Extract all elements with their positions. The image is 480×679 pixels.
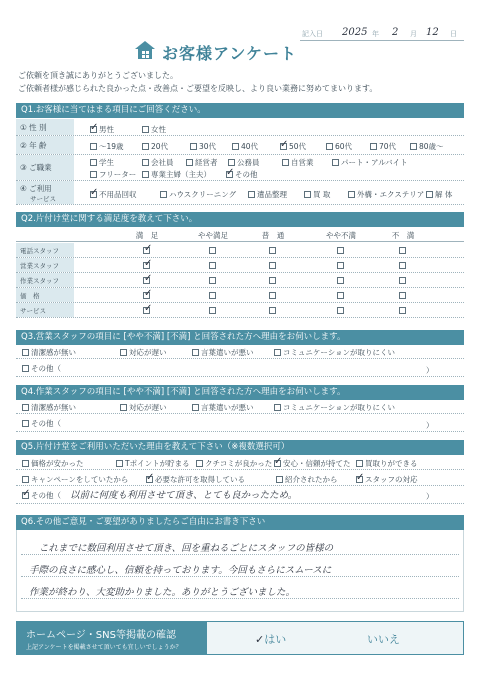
divider	[16, 413, 464, 414]
checkbox-option[interactable]	[410, 141, 444, 152]
option-label: 清潔感が無い	[31, 403, 76, 412]
checkbox-option[interactable]	[282, 157, 314, 168]
option-label: その他（	[31, 419, 61, 428]
check-mark-icon: ✓	[144, 288, 153, 299]
rating-checkbox[interactable]	[337, 307, 344, 314]
checkbox[interactable]	[332, 159, 339, 166]
sns-label: ホームページ・SNS等掲載の確認	[26, 630, 176, 641]
q1-row-label	[16, 119, 74, 135]
comment-line-1: これまでに数回利用させて頂き、回を重ねるごとにスタッフの皆様の	[39, 543, 334, 554]
q2-heading: Q2.片付け堂に関する満足度を教えて下さい。	[16, 212, 464, 227]
rating-checkbox[interactable]	[269, 307, 276, 314]
checkbox-option[interactable]	[160, 189, 236, 200]
comment-rule	[21, 554, 459, 555]
checkbox-option[interactable]	[274, 347, 395, 358]
checkbox[interactable]	[356, 472, 365, 483]
close-paren: ）	[426, 421, 434, 430]
checkbox-option[interactable]	[190, 141, 216, 152]
rating-checkbox[interactable]	[337, 292, 344, 299]
option-label: 言葉遣いが悪い	[201, 403, 254, 412]
option-label: 40代	[241, 142, 259, 151]
checkbox[interactable]	[426, 191, 433, 198]
q1-row	[16, 136, 464, 155]
checkbox-option[interactable]	[142, 124, 166, 135]
checkbox-option[interactable]	[186, 157, 218, 168]
sns-no-label: いいえ	[367, 633, 400, 646]
checkbox[interactable]	[142, 126, 149, 133]
divider	[16, 376, 464, 377]
checkbox-option[interactable]	[192, 347, 254, 358]
checkbox[interactable]	[248, 191, 255, 198]
check-mark-icon: ✓	[144, 243, 153, 254]
checkbox[interactable]	[274, 404, 281, 411]
q2-row	[16, 243, 464, 258]
label-text: 営業スタッフ	[20, 261, 59, 270]
page-title: お客様アンケート	[162, 44, 298, 63]
checkbox-option[interactable]	[90, 141, 124, 152]
option-label: 対応が遅い	[129, 403, 167, 412]
date-year: 2025	[342, 27, 368, 38]
q6-heading: Q6.その他ご意見・ご要望がありましたらご自由にお書き下さい	[16, 515, 464, 530]
option-label: 20代	[151, 142, 169, 151]
divider	[16, 469, 464, 470]
sns-label-block	[16, 621, 206, 655]
checkbox[interactable]	[232, 143, 239, 150]
q5-other-text: 以前に何度も利用させて頂き、とても良かったため。	[70, 490, 298, 501]
q1-row-label	[16, 155, 74, 180]
checkbox-option[interactable]	[90, 169, 136, 180]
label-text: ④ ご利用	[20, 183, 52, 193]
house-icon	[134, 40, 156, 60]
label-text: 価 格	[20, 291, 40, 300]
checkbox-option[interactable]	[356, 474, 418, 485]
checkbox-option[interactable]	[116, 458, 190, 469]
rating-checkbox[interactable]	[209, 262, 216, 269]
rating-checkbox[interactable]	[337, 277, 344, 284]
q5-heading: Q5.片付け堂をご利用いただいた理由を教えて下さい（※複数選択可）	[16, 440, 464, 455]
divider	[16, 485, 464, 486]
option-label: 自営業	[291, 158, 314, 167]
option-label: 経営者	[195, 158, 218, 167]
intro-line-2: ご依頼者様が感じられた良かった点・改善点・ご要望を反映し、より良い業務に努めてまいります。	[18, 84, 378, 93]
date-day: 12	[426, 27, 439, 38]
checkbox-option[interactable]	[22, 474, 128, 485]
date-month-unit: 月	[410, 30, 417, 38]
label-text: 作業スタッフ	[20, 276, 59, 285]
divider	[16, 431, 464, 432]
sns-answer-block	[206, 621, 464, 655]
option-label: 30代	[199, 142, 217, 151]
divider	[16, 503, 464, 504]
checkbox-option[interactable]	[142, 157, 174, 168]
checkbox-option[interactable]	[280, 141, 306, 152]
label-text: ② 年 齢	[20, 140, 47, 150]
checkbox[interactable]	[22, 349, 29, 356]
q2-column-header: 満 足	[135, 231, 159, 240]
date-month: 2	[392, 27, 399, 38]
checkbox-option[interactable]	[22, 347, 76, 358]
option-label: キャンペーンをしていたから	[31, 475, 129, 484]
checkbox[interactable]	[142, 171, 149, 178]
checkbox-option[interactable]	[226, 169, 258, 180]
option-label: パート・アルバイト	[341, 158, 408, 167]
checkbox[interactable]	[90, 171, 97, 178]
option-label: 60代	[335, 142, 353, 151]
rating-checkbox[interactable]	[143, 273, 153, 284]
option-label: 清潔感が無い	[31, 348, 76, 357]
checkbox-option[interactable]	[22, 418, 61, 429]
q2-row	[16, 273, 464, 288]
option-label: 紹介されたから	[285, 475, 338, 484]
rating-checkbox[interactable]	[399, 277, 406, 284]
sns-note: 上記アンケートを掲載させて頂いても宜しいでしょうか？	[26, 644, 182, 651]
rating-checkbox[interactable]	[399, 262, 406, 269]
comment-line-3: 作業が終わり、大変助かりました。ありがとうございました。	[29, 587, 296, 598]
date-field	[300, 28, 464, 41]
rating-checkbox[interactable]	[269, 277, 276, 284]
option-label: その他（	[31, 491, 61, 500]
checkbox[interactable]	[116, 460, 123, 467]
checkbox-option[interactable]	[22, 363, 61, 374]
q1-heading: Q1.お客様に当てはまる項目にご回答ください。	[16, 103, 464, 118]
checkbox-option[interactable]	[426, 189, 452, 200]
option-label: その他	[235, 170, 258, 179]
checkbox-option[interactable]	[370, 141, 396, 152]
check-mark-icon: ✓	[22, 488, 31, 499]
option-label: 70代	[379, 142, 397, 151]
checkbox[interactable]	[22, 460, 29, 467]
check-mark-icon: ✓	[144, 303, 153, 314]
label-text: ③ ご職業	[20, 163, 52, 172]
checkbox[interactable]	[120, 404, 127, 411]
checkbox[interactable]	[370, 143, 377, 150]
rating-checkbox[interactable]	[399, 292, 406, 299]
option-label: 男性	[99, 125, 114, 134]
checkbox-option[interactable]	[304, 189, 330, 200]
checkbox[interactable]	[192, 404, 199, 411]
rating-checkbox[interactable]	[209, 292, 216, 299]
q2-header-row	[16, 228, 464, 242]
checkbox[interactable]	[90, 187, 99, 198]
q4-heading: Q4.作業スタッフの項目に [やや不満] [不満] と回答された方へ理由をお伺いします。	[16, 385, 464, 400]
q2-row	[16, 258, 464, 273]
rating-checkbox[interactable]	[143, 258, 153, 269]
option-label: 不用品回収	[99, 190, 137, 199]
checkbox-option[interactable]	[120, 402, 167, 413]
option-label: スタッフの対応	[365, 475, 418, 484]
rating-checkbox[interactable]	[337, 262, 344, 269]
option-label: 女性	[151, 125, 166, 134]
q2-row	[16, 303, 464, 318]
option-label: フリーター	[99, 170, 137, 179]
rating-checkbox[interactable]	[269, 247, 276, 254]
option-label: 外構・エクステリア	[357, 190, 425, 199]
option-label: コミュニケーションが取りにくい	[283, 403, 396, 412]
rating-checkbox[interactable]	[143, 243, 153, 254]
option-label: 解 体	[435, 190, 453, 199]
checkbox[interactable]	[22, 420, 29, 427]
sns-no[interactable]	[367, 631, 400, 647]
option-label: 専業主婦（主夫）	[151, 170, 211, 179]
comment-line-2: 手際の良さに感心し、信頼を持っております。今回もさらにスムースに	[29, 565, 332, 576]
option-label: Tポイントが貯まる	[125, 459, 190, 468]
option-label: 80歳～	[419, 142, 444, 151]
checkbox[interactable]	[356, 460, 363, 467]
checkbox[interactable]	[22, 404, 29, 411]
divider	[16, 358, 464, 359]
checkbox[interactable]	[196, 460, 203, 467]
checkbox-option[interactable]	[332, 157, 408, 168]
q2-row	[16, 288, 464, 303]
close-paren: ）	[426, 366, 434, 375]
checkbox-option[interactable]	[192, 402, 254, 413]
check-mark-icon: ✓	[146, 472, 155, 483]
option-label: クチコミが良かった	[205, 459, 273, 468]
option-label: 安心・信頼が持てた	[283, 459, 351, 468]
checkbox-option[interactable]	[196, 458, 272, 469]
check-mark-icon: ✓	[144, 273, 153, 284]
checkbox-option[interactable]	[22, 402, 76, 413]
checkbox[interactable]	[348, 191, 355, 198]
q2-column-header: 普 通	[261, 231, 285, 240]
checkbox[interactable]	[274, 349, 281, 356]
checkbox-option[interactable]	[142, 141, 168, 152]
q1-row	[16, 119, 464, 136]
option-label: 公務員	[237, 158, 260, 167]
option-label: 対応が遅い	[129, 348, 167, 357]
check-mark-icon: ✓	[356, 472, 365, 483]
option-label: 50代	[289, 142, 307, 151]
intro-line-1: ご依頼を頂き誠にありがとうございました。	[18, 71, 178, 80]
checkbox[interactable]	[160, 191, 167, 198]
checkbox-option[interactable]	[90, 189, 137, 200]
q1-row-label	[16, 136, 74, 154]
q1-row	[16, 181, 464, 205]
q3-heading: Q3.営業スタッフの項目に [やや不満] [不満] と回答された方へ理由をお伺いします。	[16, 330, 464, 345]
checkbox-option[interactable]	[22, 490, 61, 501]
q1-row	[16, 155, 464, 181]
option-label: その他（	[31, 364, 61, 373]
option-label: 価格が安かった	[31, 459, 84, 468]
checkbox[interactable]	[142, 159, 149, 166]
check-mark-icon: ✓	[274, 456, 283, 467]
rating-checkbox[interactable]	[399, 247, 406, 254]
rating-checkbox[interactable]	[269, 292, 276, 299]
q1-row-label	[16, 181, 74, 204]
rating-checkbox[interactable]	[143, 288, 153, 299]
checkbox[interactable]	[90, 143, 97, 150]
rating-checkbox[interactable]	[143, 303, 153, 314]
label-text: 電話スタッフ	[20, 246, 59, 255]
option-label: 必要な許可を取得している	[155, 475, 245, 484]
comment-rule	[21, 598, 459, 599]
q2-column-header: 不 満	[391, 231, 415, 240]
option-label: 学生	[99, 158, 114, 167]
rating-checkbox[interactable]	[209, 307, 216, 314]
label-text: サービス	[20, 306, 46, 315]
checkbox[interactable]	[326, 143, 333, 150]
checkbox-option[interactable]	[276, 474, 338, 485]
rating-checkbox[interactable]	[209, 277, 216, 284]
q2-row-label	[16, 243, 74, 257]
check-mark-icon: ✓	[144, 258, 153, 269]
date-prefix: 記入日	[302, 30, 323, 38]
checkbox-option[interactable]	[90, 157, 114, 168]
checkbox[interactable]	[186, 159, 193, 166]
q2-column-header: やや不満	[326, 231, 356, 240]
rating-checkbox[interactable]	[337, 247, 344, 254]
option-label: 会社員	[151, 158, 174, 167]
option-label: 買 取	[313, 190, 331, 199]
checkbox[interactable]	[410, 143, 417, 150]
option-label: ハウスクリーニング	[169, 190, 237, 199]
sns-yes[interactable]	[255, 631, 286, 647]
sns-yes-label: はい	[264, 633, 287, 646]
check-mark-icon: ✓	[280, 139, 289, 150]
option-label: ～19歳	[99, 142, 124, 151]
checkbox-option[interactable]	[232, 141, 258, 152]
checkbox[interactable]	[22, 476, 29, 483]
checkbox-option[interactable]	[142, 169, 211, 180]
checkbox-option[interactable]	[90, 124, 114, 135]
comment-rule	[21, 576, 459, 577]
checkbox-option[interactable]	[248, 189, 287, 200]
checkbox-option[interactable]	[274, 458, 351, 469]
checkbox-option[interactable]	[120, 347, 167, 358]
checkbox-option[interactable]	[274, 402, 395, 413]
checkbox[interactable]	[280, 139, 289, 150]
q2-row-label	[16, 258, 74, 272]
checkbox-option[interactable]	[22, 458, 84, 469]
checkbox[interactable]	[226, 167, 235, 178]
option-label: 買取りができる	[365, 459, 418, 468]
checkbox[interactable]	[276, 476, 283, 483]
checkbox[interactable]	[192, 349, 199, 356]
checkbox-option[interactable]	[348, 189, 424, 200]
rating-checkbox[interactable]	[399, 307, 406, 314]
rating-checkbox[interactable]	[269, 262, 276, 269]
checkbox[interactable]	[228, 159, 235, 166]
check-icon: ✓	[255, 633, 265, 646]
q6-comment-area	[16, 530, 464, 612]
checkbox[interactable]	[90, 159, 97, 166]
date-day-unit: 日	[450, 30, 457, 38]
checkbox[interactable]	[190, 143, 197, 150]
option-label: 言葉遣いが悪い	[201, 348, 254, 357]
label-text: ① 性 別	[20, 122, 47, 132]
checkbox[interactable]	[304, 191, 311, 198]
check-mark-icon: ✓	[90, 122, 99, 133]
checkbox[interactable]	[282, 159, 289, 166]
option-label: 遺品整理	[257, 190, 287, 199]
option-label: コミュニケーションが取りにくい	[283, 348, 396, 357]
checkbox[interactable]	[274, 456, 283, 467]
checkbox-option[interactable]	[356, 458, 418, 469]
close-paren: ）	[426, 492, 434, 501]
date-year-unit: 年	[372, 30, 379, 38]
checkbox-option[interactable]	[146, 474, 245, 485]
label-text-2: サービス	[30, 194, 56, 203]
rating-checkbox[interactable]	[209, 247, 216, 254]
check-mark-icon: ✓	[226, 167, 235, 178]
check-mark-icon: ✓	[90, 187, 99, 198]
q2-column-header: やや満足	[198, 231, 228, 240]
checkbox[interactable]	[146, 472, 155, 483]
q2-row-label	[16, 303, 74, 317]
checkbox-option[interactable]	[326, 141, 352, 152]
checkbox[interactable]	[22, 365, 29, 372]
q2-row-label	[16, 273, 74, 287]
checkbox[interactable]	[120, 349, 127, 356]
checkbox[interactable]	[90, 122, 99, 133]
q2-row-label	[16, 288, 74, 302]
checkbox[interactable]	[22, 488, 31, 499]
checkbox[interactable]	[142, 143, 149, 150]
